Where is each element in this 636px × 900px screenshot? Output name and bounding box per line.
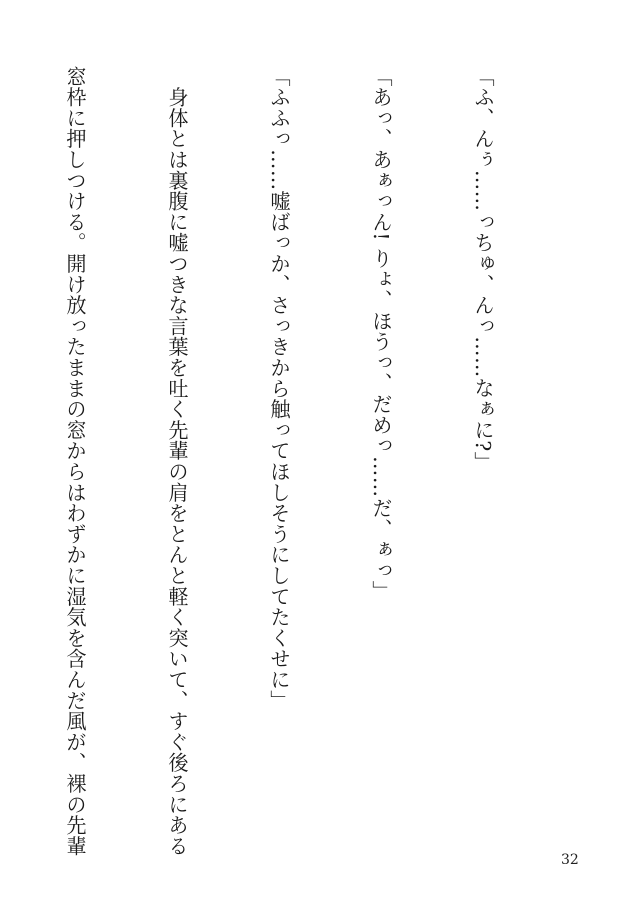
text-line: 「ふ、んぅ……っちゅ、んっ……なぁに?」 [471, 66, 495, 473]
vertical-text-body [0, 66, 568, 857]
text-line: 身体とは裏腹に嘘つきな言葉を吐く先輩の肩をとんと軽く突いて、すぐ後ろにある [165, 66, 189, 857]
text-line: 「ふふっ……嘘ばっか、さっきから触ってほしそうにしてたくせに」 [267, 66, 291, 711]
text-line: 「あっ、あぁっん! りょ、ほうっ、だめっ……だ、ぁっ」 [369, 66, 393, 602]
page-number: 32 [561, 852, 579, 868]
text-line: 窓枠に押しつける。開け放ったままの窓からはわずかに湿気を含んだ風が、裸の先輩 [63, 66, 87, 857]
